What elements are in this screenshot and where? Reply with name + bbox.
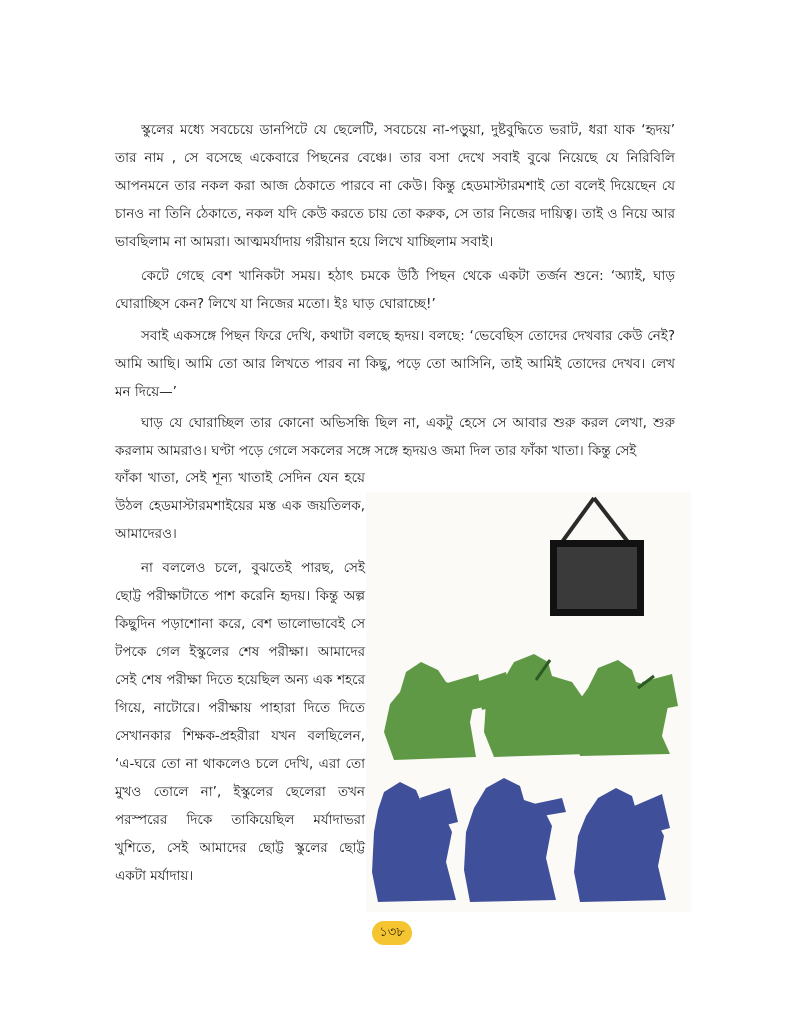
classroom-exam-illustration	[366, 492, 691, 912]
paragraph-5: ফাঁকা খাতা, সেই শূন্য খাতাই সেদিন যেন হয়ে উঠল হেডমাস্টারমশাইয়ের মস্ত এক জয়তিলক, আমাদেরও।	[115, 470, 365, 542]
paragraph-1: স্কুলের মধ্যে সবচেয়ে ডানপিটে যে ছেলেটি, সবচেয়ে না-পড়ুয়া, দুষ্টবুদ্ধিতে ভরাট, ধরা যাক ‘হৃদয়’ তার নাম , সে বসেছে একেবারে পিছনের বেঞ্চে। তার বসা দেখে সবাই বুঝে নিয়েছে যে নিরিবিলি আপনমনে তার নকল করা আজ ঠেকাতে পারবে না কেউ। কিন্তু হেডমাস্টারমশাই তো বলেই দিয়েছেন যে চানও না তিনি ঠেকাতে, নকল যদি কেউ করতে চায় তো করুক, সে তার নিজের দায়িত্ব। তাই ও নিয়ে আর ভাবছিলাম না আমরা। আত্মমর্যাদায় গরীয়ান হয়ে লিখে যাচ্ছিলাম সবাই।	[115, 122, 675, 250]
paragraph-3: সবাই একসঙ্গে পিছন ফিরে দেখি, কথাটা বলছে হৃদয়। বলছে: ‘ভেবেছিস তোদের দেখবার কেউ নেই? আমি আছি। আমি তো আর লিখতে পারব না কিছু, পড়ে তো আসিনি, তাই আমিই তোদের দেখব। লেখ মন দিয়ে—’	[115, 328, 675, 400]
students-blue-row	[372, 778, 670, 902]
page-number-badge: ১৩৮	[372, 921, 412, 945]
paragraph-2: কেটে গেছে বেশ খানিকটা সময়। হঠাৎ চমকে উঠি পিছন থেকে একটা তর্জন শুনে: ‘অ্যাই, ঘাড় ঘোরাচ্ছিস কেন? লিখে যা নিজের মতো। ইঃ ঘাড় ঘোরাচ্ছে!’	[115, 268, 675, 312]
paragraph-6: না বললেও চলে, বুঝতেই পারছ, সেই ছোট্ট পরীক্ষাটাতে পাশ করেনি হৃদয়। কিন্তু অল্প কিছুদিন পড়াশোনা করে, বেশ ভালোভাবেই সে টপকে গেল ইস্কুলের শেষ পরীক্ষা। আমাদের সেই শেষ পরীক্ষা দিতে হয়েছিল অন্য এক শহরে গিয়ে, নাটোরে। পরীক্ষায় পাহারা দিতে দিতে সেখানকার শিক্ষক-প্রহরীরা যখন বলছিলেন, ‘এ-ঘরে তো না থাকলেও চলে দেখি, এরা তো মুখও তোলে না’, ইস্কুলের ছেলেরা তখন পরস্পরের দিকে তাকিয়েছিল মর্যাদাভরা খুশিতে, সেই আমাদের ছোট্ট স্কুলের ছোট্ট একটা মর্যাদায়।	[115, 560, 365, 884]
paragraph-4: ঘাড় যে ঘোরাচ্ছিল তার কোনো অভিসন্ধি ছিল না, একটু হেসে সে আবার শুরু করল লেখা, শুরু করলাম আমরাও। ঘণ্টা পড়ে গেলে সকলের সঙ্গে সঙ্গে হৃদয়ও জমা দিল তার ফাঁকা খাতা। কিন্তু সেই	[115, 415, 675, 459]
